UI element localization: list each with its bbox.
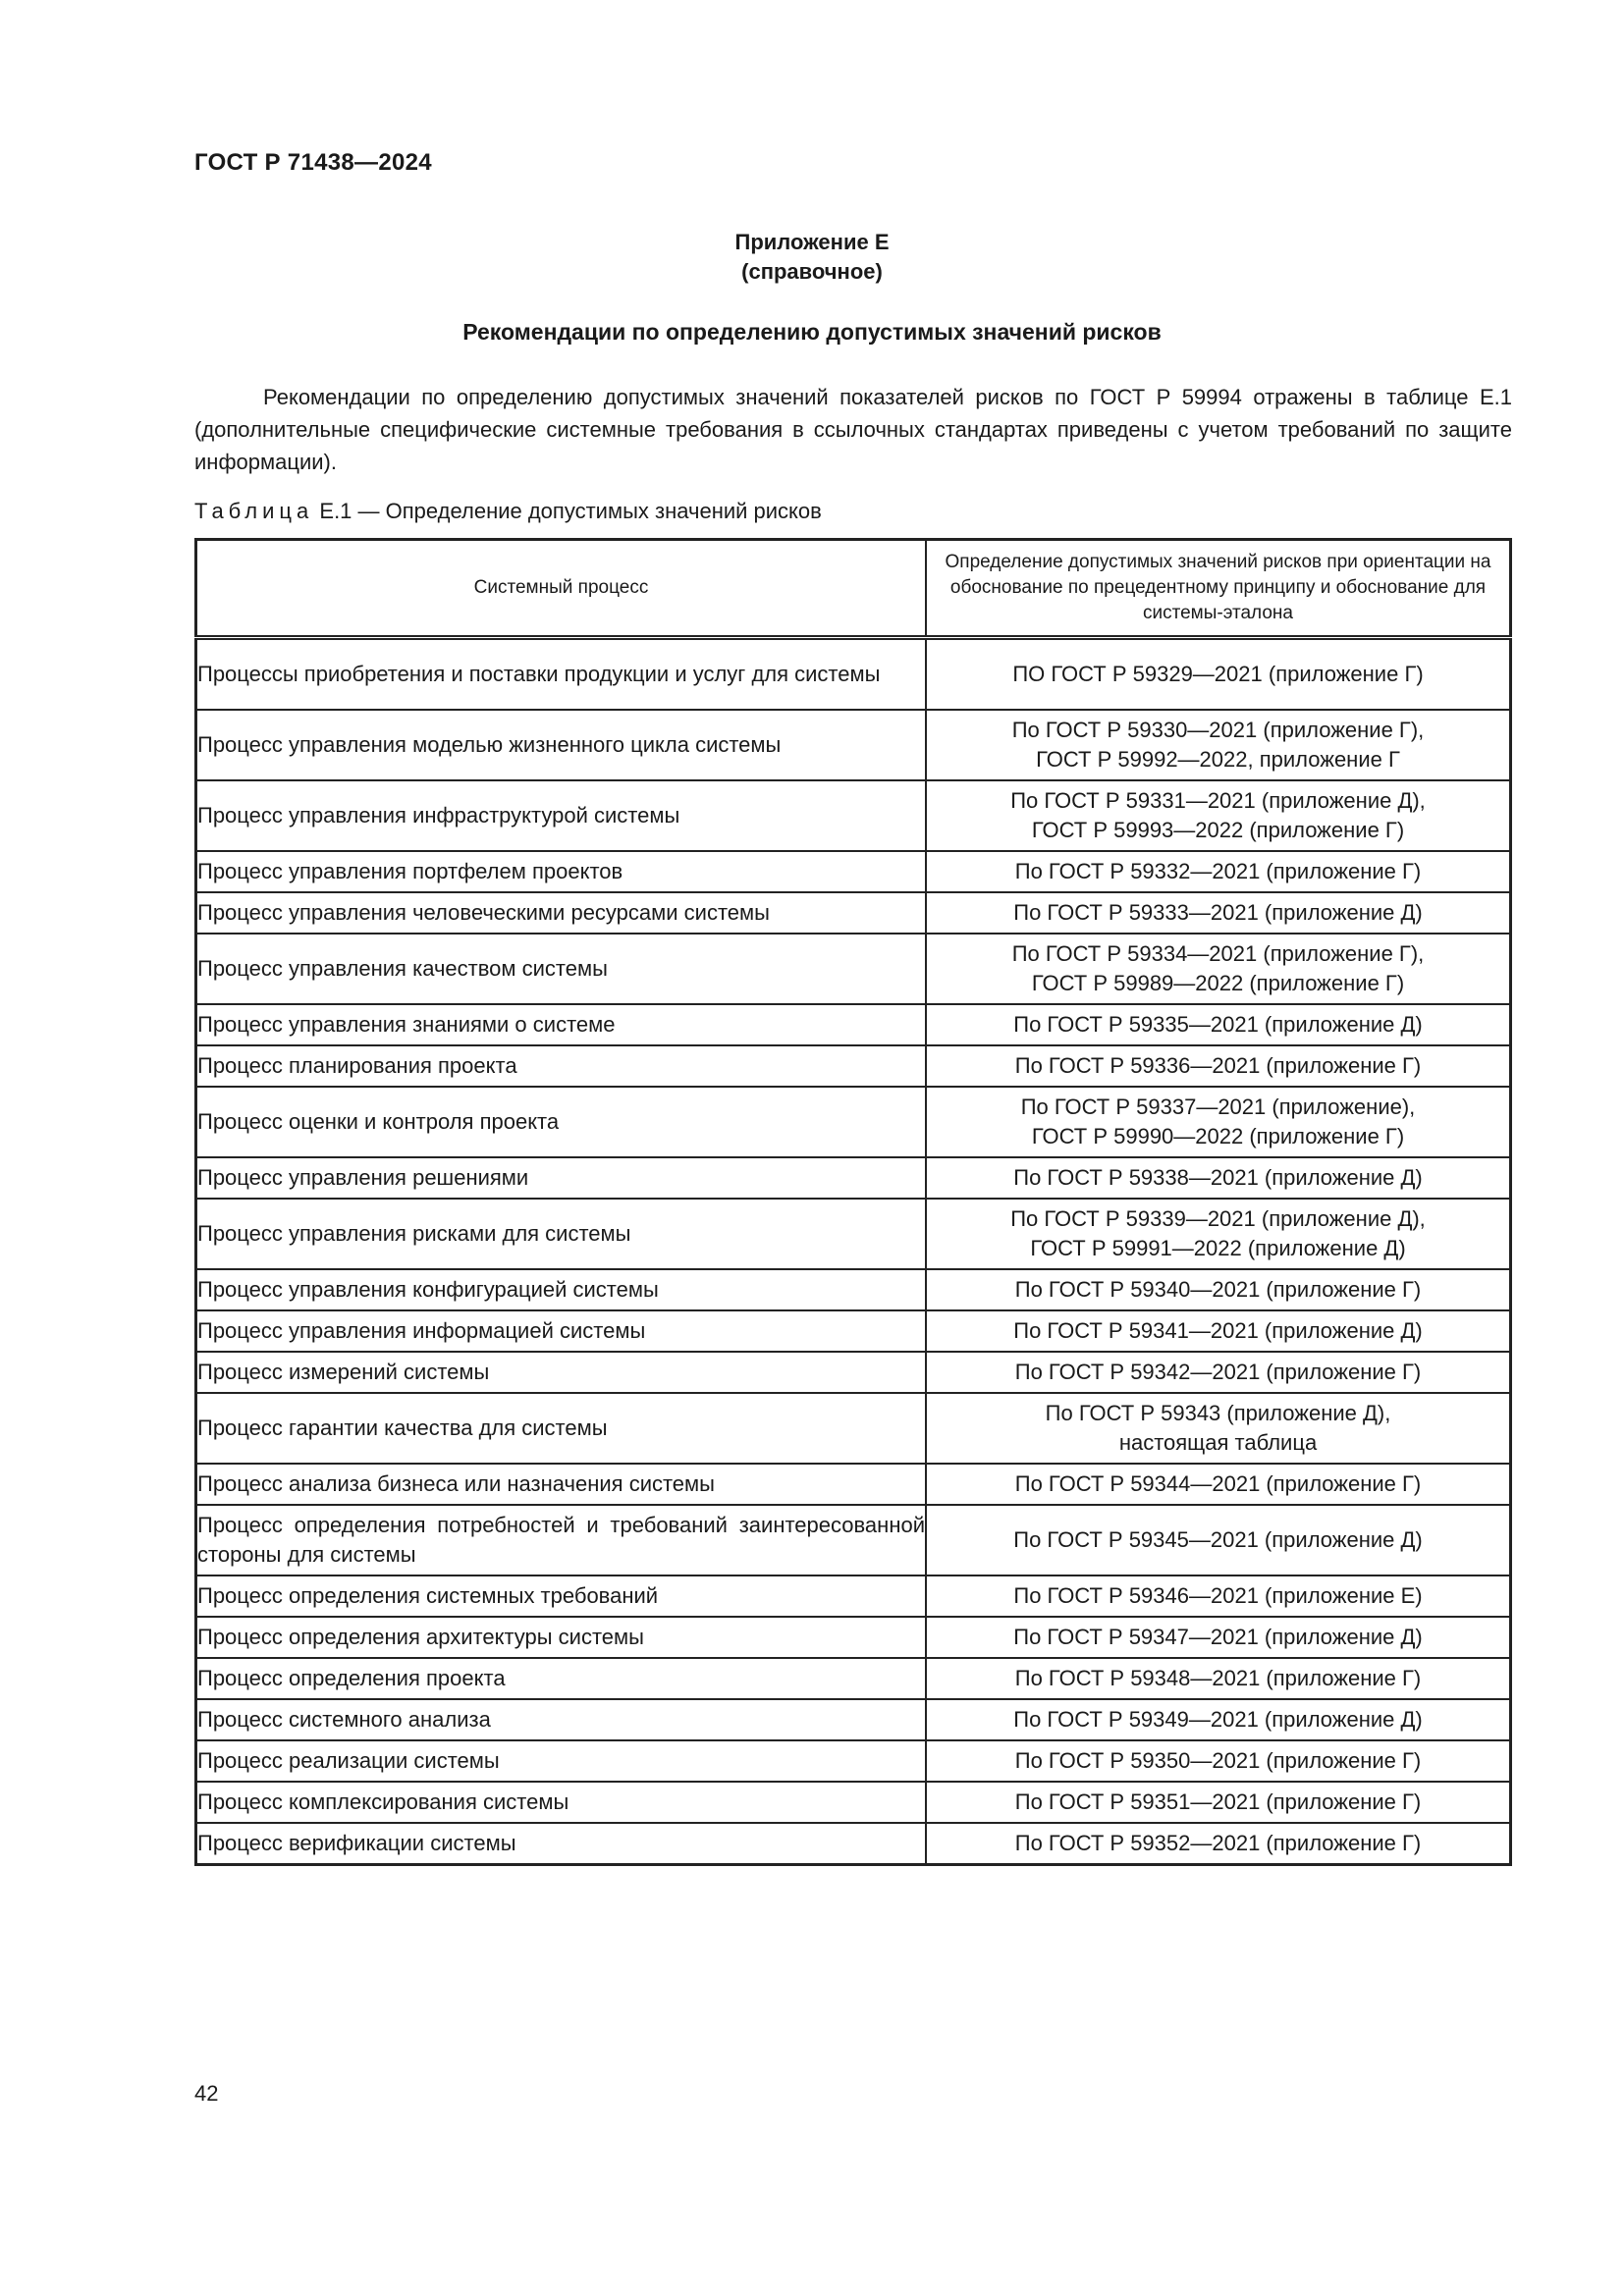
- cell-reference: [926, 934, 1511, 1004]
- cell-process: Процесс управления моделью жизненного цикла системы: [196, 710, 927, 780]
- cell-process: Процесс управления человеческими ресурсами системы: [196, 892, 927, 934]
- reference-line: По ГОСТ Р 59336—2021 (приложение Г): [1014, 1053, 1422, 1078]
- table-body: [196, 638, 1511, 1865]
- table-row: [196, 934, 1511, 1004]
- cell-reference: [926, 1352, 1511, 1393]
- reference-line: По ГОСТ Р 59333—2021 (приложение Д): [1013, 900, 1423, 925]
- document-code: ГОСТ Р 71438—2024: [194, 149, 432, 176]
- page-number: 42: [194, 2081, 219, 2106]
- risk-table: [194, 538, 1512, 1866]
- cell-reference: [926, 638, 1511, 711]
- reference-line: По ГОСТ Р 59343 (приложение Д),: [1045, 1401, 1391, 1425]
- cell-process: Процесс анализа бизнеса или назначения системы: [196, 1464, 927, 1505]
- table-row: [196, 851, 1511, 892]
- appendix-label: Приложение Е: [734, 230, 890, 254]
- cell-reference: [926, 1505, 1511, 1575]
- reference-line: По ГОСТ Р 59340—2021 (приложение Г): [1014, 1277, 1422, 1302]
- cell-process: Процессы приобретения и поставки продукции и услуг для системы: [196, 638, 927, 711]
- table-caption-text: Е.1 — Определение допустимых значений рисков: [319, 499, 822, 523]
- table-row: [196, 1699, 1511, 1740]
- cell-process: Процесс управления рисками для системы: [196, 1199, 927, 1269]
- reference-line: настоящая таблица: [1118, 1430, 1318, 1455]
- cell-process: Процесс системного анализа: [196, 1699, 927, 1740]
- table-row: [196, 1393, 1511, 1464]
- reference-line: По ГОСТ Р 59341—2021 (приложение Д): [1013, 1318, 1423, 1343]
- reference-line: По ГОСТ Р 59335—2021 (приложение Д): [1013, 1012, 1423, 1037]
- cell-reference: [926, 892, 1511, 934]
- cell-process: Процесс измерений системы: [196, 1352, 927, 1393]
- table-row: [196, 1505, 1511, 1575]
- cell-reference: [926, 1393, 1511, 1464]
- table-row: [196, 1269, 1511, 1310]
- cell-reference: [926, 851, 1511, 892]
- table-caption-prefix: Таблица: [194, 499, 314, 523]
- cell-process: Процесс гарантии качества для системы: [196, 1393, 927, 1464]
- cell-reference: [926, 1310, 1511, 1352]
- cell-reference: [926, 1269, 1511, 1310]
- cell-process: Процесс управления знаниями о системе: [196, 1004, 927, 1045]
- cell-process: Процесс управления портфелем проектов: [196, 851, 927, 892]
- reference-line: По ГОСТ Р 59344—2021 (приложение Г): [1014, 1471, 1422, 1496]
- reference-line: ПО ГОСТ Р 59329—2021 (приложение Г): [1012, 662, 1424, 686]
- reference-line: По ГОСТ Р 59339—2021 (приложение Д),: [1010, 1206, 1426, 1231]
- table-row: [196, 1352, 1511, 1393]
- reference-line: По ГОСТ Р 59334—2021 (приложение Г),: [1011, 941, 1425, 966]
- reference-line: По ГОСТ Р 59338—2021 (приложение Д): [1013, 1165, 1423, 1190]
- reference-line: По ГОСТ Р 59352—2021 (приложение Г): [1014, 1831, 1422, 1855]
- table-row: [196, 710, 1511, 780]
- cell-reference: [926, 1782, 1511, 1823]
- cell-process: Процесс определения проекта: [196, 1658, 927, 1699]
- table-row: [196, 1045, 1511, 1087]
- reference-line: По ГОСТ Р 59351—2021 (приложение Г): [1014, 1789, 1422, 1814]
- reference-line: ГОСТ Р 59992—2022, приложение Г: [1036, 747, 1400, 772]
- appendix-status: (справочное): [741, 259, 883, 284]
- cell-process: Процесс реализации системы: [196, 1740, 927, 1782]
- reference-line: По ГОСТ Р 59346—2021 (приложение Е): [1013, 1583, 1423, 1608]
- cell-process: Процесс управления инфраструктурой системы: [196, 780, 927, 851]
- cell-process: Процесс управления конфигурацией системы: [196, 1269, 927, 1310]
- table-row: [196, 1617, 1511, 1658]
- reference-line: По ГОСТ Р 59350—2021 (приложение Г): [1014, 1748, 1422, 1773]
- header-system-process: Системный процесс: [196, 540, 927, 638]
- reference-line: По ГОСТ Р 59348—2021 (приложение Г): [1014, 1666, 1422, 1690]
- cell-reference: [926, 1087, 1511, 1157]
- table-row: [196, 892, 1511, 934]
- table-row: [196, 1199, 1511, 1269]
- table-row: [196, 1157, 1511, 1199]
- cell-reference: [926, 1617, 1511, 1658]
- reference-line: ГОСТ Р 59990—2022 (приложение Г): [1031, 1124, 1405, 1148]
- cell-process: Процесс управления качеством системы: [196, 934, 927, 1004]
- cell-reference: [926, 780, 1511, 851]
- cell-reference: [926, 1199, 1511, 1269]
- table-row: [196, 780, 1511, 851]
- reference-line: По ГОСТ Р 59332—2021 (приложение Г): [1014, 859, 1422, 883]
- cell-process: Процесс верификации системы: [196, 1823, 927, 1865]
- cell-reference: [926, 1464, 1511, 1505]
- reference-line: По ГОСТ Р 59331—2021 (приложение Д),: [1010, 788, 1426, 813]
- intro-paragraph: Рекомендации по определению допустимых значений показателей рисков по ГОСТ Р 59994 отражены в таблице Е.1 (дополнительные специфические системные требования в ссылочных стандартах приведены с учетом требований по защите информации).: [194, 385, 1512, 474]
- reference-line: ГОСТ Р 59989—2022 (приложение Г): [1031, 971, 1405, 995]
- cell-reference: [926, 1045, 1511, 1087]
- reference-line: ГОСТ Р 59993—2022 (приложение Г): [1031, 818, 1405, 842]
- cell-process: Процесс определения потребностей и требований заинтересованной стороны для системы: [196, 1505, 927, 1575]
- cell-reference: [926, 710, 1511, 780]
- table-row: [196, 1782, 1511, 1823]
- table-row: [196, 1658, 1511, 1699]
- cell-process: Процесс оценки и контроля проекта: [196, 1087, 927, 1157]
- reference-line: ГОСТ Р 59991—2022 (приложение Д): [1030, 1236, 1406, 1260]
- reference-line: По ГОСТ Р 59337—2021 (приложение),: [1020, 1095, 1416, 1119]
- reference-line: По ГОСТ Р 59330—2021 (приложение Г),: [1011, 718, 1425, 742]
- cell-process: Процесс комплексирования системы: [196, 1782, 927, 1823]
- table-row: [196, 1575, 1511, 1617]
- table-header-row: [196, 540, 1511, 638]
- table-row: [196, 1310, 1511, 1352]
- cell-reference: [926, 1157, 1511, 1199]
- cell-process: Процесс определения системных требований: [196, 1575, 927, 1617]
- cell-process: Процесс определения архитектуры системы: [196, 1617, 927, 1658]
- cell-reference: [926, 1004, 1511, 1045]
- reference-line: По ГОСТ Р 59342—2021 (приложение Г): [1014, 1360, 1422, 1384]
- cell-reference: [926, 1658, 1511, 1699]
- table-row: [196, 1740, 1511, 1782]
- cell-process: Процесс управления решениями: [196, 1157, 927, 1199]
- table-row: [196, 1823, 1511, 1865]
- section-title: Рекомендации по определению допустимых значений рисков: [462, 319, 1162, 345]
- reference-line: По ГОСТ Р 59347—2021 (приложение Д): [1013, 1625, 1423, 1649]
- table-row: [196, 638, 1511, 711]
- table-row: [196, 1087, 1511, 1157]
- reference-line: По ГОСТ Р 59349—2021 (приложение Д): [1013, 1707, 1423, 1732]
- cell-reference: [926, 1823, 1511, 1865]
- cell-process: Процесс планирования проекта: [196, 1045, 927, 1087]
- table-row: [196, 1004, 1511, 1045]
- cell-reference: [926, 1575, 1511, 1617]
- cell-reference: [926, 1740, 1511, 1782]
- reference-line: По ГОСТ Р 59345—2021 (приложение Д): [1013, 1527, 1423, 1552]
- header-risk-definition: Определение допустимых значений рисков при ориентации на обоснование по прецедентному принципу и обоснование для системы-эталона: [926, 540, 1511, 638]
- appendix-heading: [0, 228, 1624, 287]
- table-caption: [194, 499, 822, 524]
- cell-reference: [926, 1699, 1511, 1740]
- cell-process: Процесс управления информацией системы: [196, 1310, 927, 1352]
- table-row: [196, 1464, 1511, 1505]
